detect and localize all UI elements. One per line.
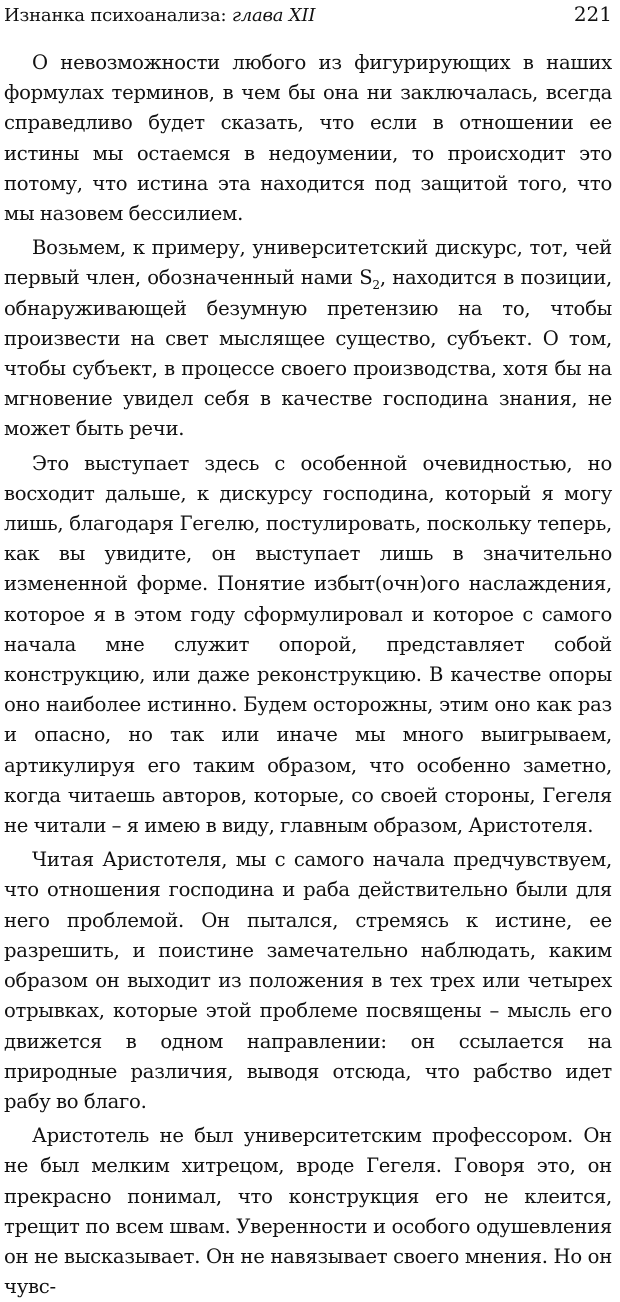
paragraph-3: Это выступает здесь с особенной очевидностью, но восходит дальше, к дискурсу господина, который я могу лишь, благодаря Гегелю, постулировать, поскольку теперь, как вы увидите, он выступает лишь в значительно измененной форме. Понятие избыт(очн)ого наслаждения, которое я в этом году сформулировал и которое с самого начала мне служит опорой, представляет собой конструкцию, или даже реконструкцию. В качестве опоры оно наиболее истинно. Будем осторожны, этим оно как раз и опасно, но так или иначе мы много выигрываем, артикулируя его таким образом, что особенно заметно, когда читаешь авторов, которые, со своей стороны, Гегеля не читали – я имею в виду, главным образом, Аристотеля. [4,451,612,838]
running-title [4,5,315,26]
paragraph-2 [4,233,612,444]
paragraph-5: Аристотель не был университетским профессором. Он не был мелким хитрецом, вроде Гегеля. Говоря это, он прекрасно понимал, что конструкция его не клеится, трещит по всем швам. Уверенности и особого одушевления он не высказывает. Он не навязывает своего мнения. Но он чувс- [4,1124,612,1299]
page-number: 221 [573,2,612,26]
body-text [4,48,612,1302]
book-title: Изнанка психоанализа: [4,5,227,26]
paragraph-2-start: Возьмем, к примеру, университетский дискурс, тот, чей первый член, обозначенный нами S [4,236,612,290]
paragraph-4: Читая Аристотеля, мы с самого начала предчувствуем, что отношения господина и раба действительно были для него проблемой. Он пытался, стремясь к истине, ее разрешить, и поистине замечательно наблюдать, каким образом он выходит из положения в тех трех или четырех отрывках, которые этой проблеме посвящены – мысль его движется в одном направлении: он ссылается на природные различия, выводя отсюда, что рабство идет рабу во благо. [4,848,612,1113]
subscript-index: 2 [372,278,380,293]
chapter-label: глава XII [231,5,316,26]
paragraph-1: О невозможности любого из фигурирующих в наших формулах терминов, в чем бы она ни заключалась, всегда справедливо будет сказать, что если в отношении ее истины мы остаемся в недоумении, то происходит это потому, что истина эта находится под защитой того, что мы назовем бессилием. [4,51,612,226]
paragraph-2-end: , находится в позиции, обнаруживающей безумную претензию на то, чтобы произвести на свет мыслящее существо, субъект. О том, чтобы субъект, в процессе своего производства, хотя бы на мгновение увидел себя в качестве господина знания, не может быть речи. [4,266,612,441]
running-header [4,0,612,40]
